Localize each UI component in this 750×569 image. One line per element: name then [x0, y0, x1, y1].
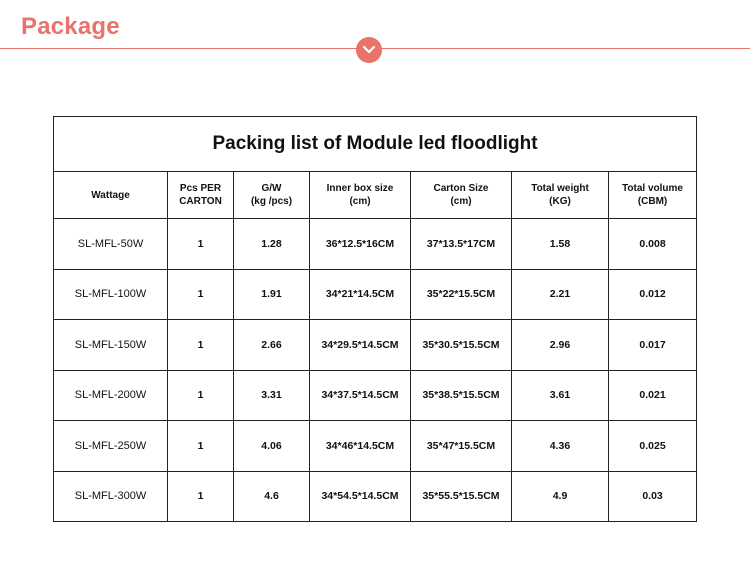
column-header-line-1: Inner box size	[326, 183, 394, 194]
column-header-line-1: Total volume	[622, 183, 683, 194]
table-row	[54, 320, 697, 371]
cell-inner-box-size: 34*54.5*14.5CM	[310, 471, 411, 522]
cell-total-weight: 4.36	[512, 421, 609, 472]
table-row	[54, 370, 697, 421]
cell-wattage: SL-MFL-300W	[54, 471, 168, 522]
cell-gw: 4.06	[234, 421, 310, 472]
column-header-line-1: Total weight	[531, 183, 589, 194]
table-row	[54, 471, 697, 522]
column-header-line-1: G/W	[261, 183, 282, 194]
packing-list-table	[53, 116, 697, 522]
column-header-line-2: CARTON	[179, 196, 222, 207]
cell-wattage: SL-MFL-200W	[54, 370, 168, 421]
section-title: Package	[21, 13, 120, 40]
cell-wattage: SL-MFL-250W	[54, 421, 168, 472]
cell-carton-size: 35*38.5*15.5CM	[411, 370, 512, 421]
column-header-line-2: (cm)	[450, 196, 472, 207]
cell-total-volume: 0.012	[609, 269, 697, 320]
table-row	[54, 421, 697, 472]
column-header-gw	[234, 172, 310, 219]
cell-gw: 3.31	[234, 370, 310, 421]
column-header-pcs-per-carton	[168, 172, 234, 219]
column-header-wattage	[54, 172, 168, 219]
cell-inner-box-size: 34*21*14.5CM	[310, 269, 411, 320]
cell-pcs-per-carton: 1	[168, 219, 234, 270]
cell-total-volume: 0.021	[609, 370, 697, 421]
table-row	[54, 269, 697, 320]
cell-gw: 1.91	[234, 269, 310, 320]
cell-gw: 2.66	[234, 320, 310, 371]
column-header-total-volume	[609, 172, 697, 219]
cell-carton-size: 35*47*15.5CM	[411, 421, 512, 472]
column-header-line-2: (cm)	[349, 196, 371, 207]
column-header-inner-box-size	[310, 172, 411, 219]
column-header-line-1: Pcs PER	[179, 183, 222, 194]
cell-total-volume: 0.025	[609, 421, 697, 472]
cell-total-weight: 2.21	[512, 269, 609, 320]
chevron-down-glyph	[362, 45, 376, 55]
column-header-line-1: Carton Size	[433, 183, 489, 194]
column-header-line-2: (kg /pcs)	[250, 196, 293, 207]
table-header-row	[54, 172, 697, 219]
cell-pcs-per-carton: 1	[168, 421, 234, 472]
column-header-line-2: (KG)	[549, 196, 571, 207]
cell-carton-size: 37*13.5*17CM	[411, 219, 512, 270]
cell-total-weight: 1.58	[512, 219, 609, 270]
cell-inner-box-size: 34*37.5*14.5CM	[310, 370, 411, 421]
cell-wattage: SL-MFL-50W	[54, 219, 168, 270]
table-title: Packing list of Module led floodlight	[54, 117, 697, 172]
cell-gw: 1.28	[234, 219, 310, 270]
chevron-down-icon	[356, 37, 382, 63]
cell-total-volume: 0.03	[609, 471, 697, 522]
column-header-carton-size	[411, 172, 512, 219]
column-header-total-weight	[512, 172, 609, 219]
cell-total-volume: 0.008	[609, 219, 697, 270]
cell-total-volume: 0.017	[609, 320, 697, 371]
column-header-line-2: (CBM)	[637, 196, 668, 207]
cell-total-weight: 4.9	[512, 471, 609, 522]
cell-inner-box-size: 34*29.5*14.5CM	[310, 320, 411, 371]
cell-total-weight: 2.96	[512, 320, 609, 371]
cell-carton-size: 35*55.5*15.5CM	[411, 471, 512, 522]
cell-carton-size: 35*22*15.5CM	[411, 269, 512, 320]
cell-wattage: SL-MFL-100W	[54, 269, 168, 320]
column-header-line-1: Wattage	[91, 189, 130, 201]
cell-carton-size: 35*30.5*15.5CM	[411, 320, 512, 371]
cell-pcs-per-carton: 1	[168, 471, 234, 522]
cell-inner-box-size: 36*12.5*16CM	[310, 219, 411, 270]
cell-gw: 4.6	[234, 471, 310, 522]
cell-pcs-per-carton: 1	[168, 370, 234, 421]
cell-wattage: SL-MFL-150W	[54, 320, 168, 371]
table-row	[54, 219, 697, 270]
cell-total-weight: 3.61	[512, 370, 609, 421]
cell-inner-box-size: 34*46*14.5CM	[310, 421, 411, 472]
cell-pcs-per-carton: 1	[168, 269, 234, 320]
cell-pcs-per-carton: 1	[168, 320, 234, 371]
